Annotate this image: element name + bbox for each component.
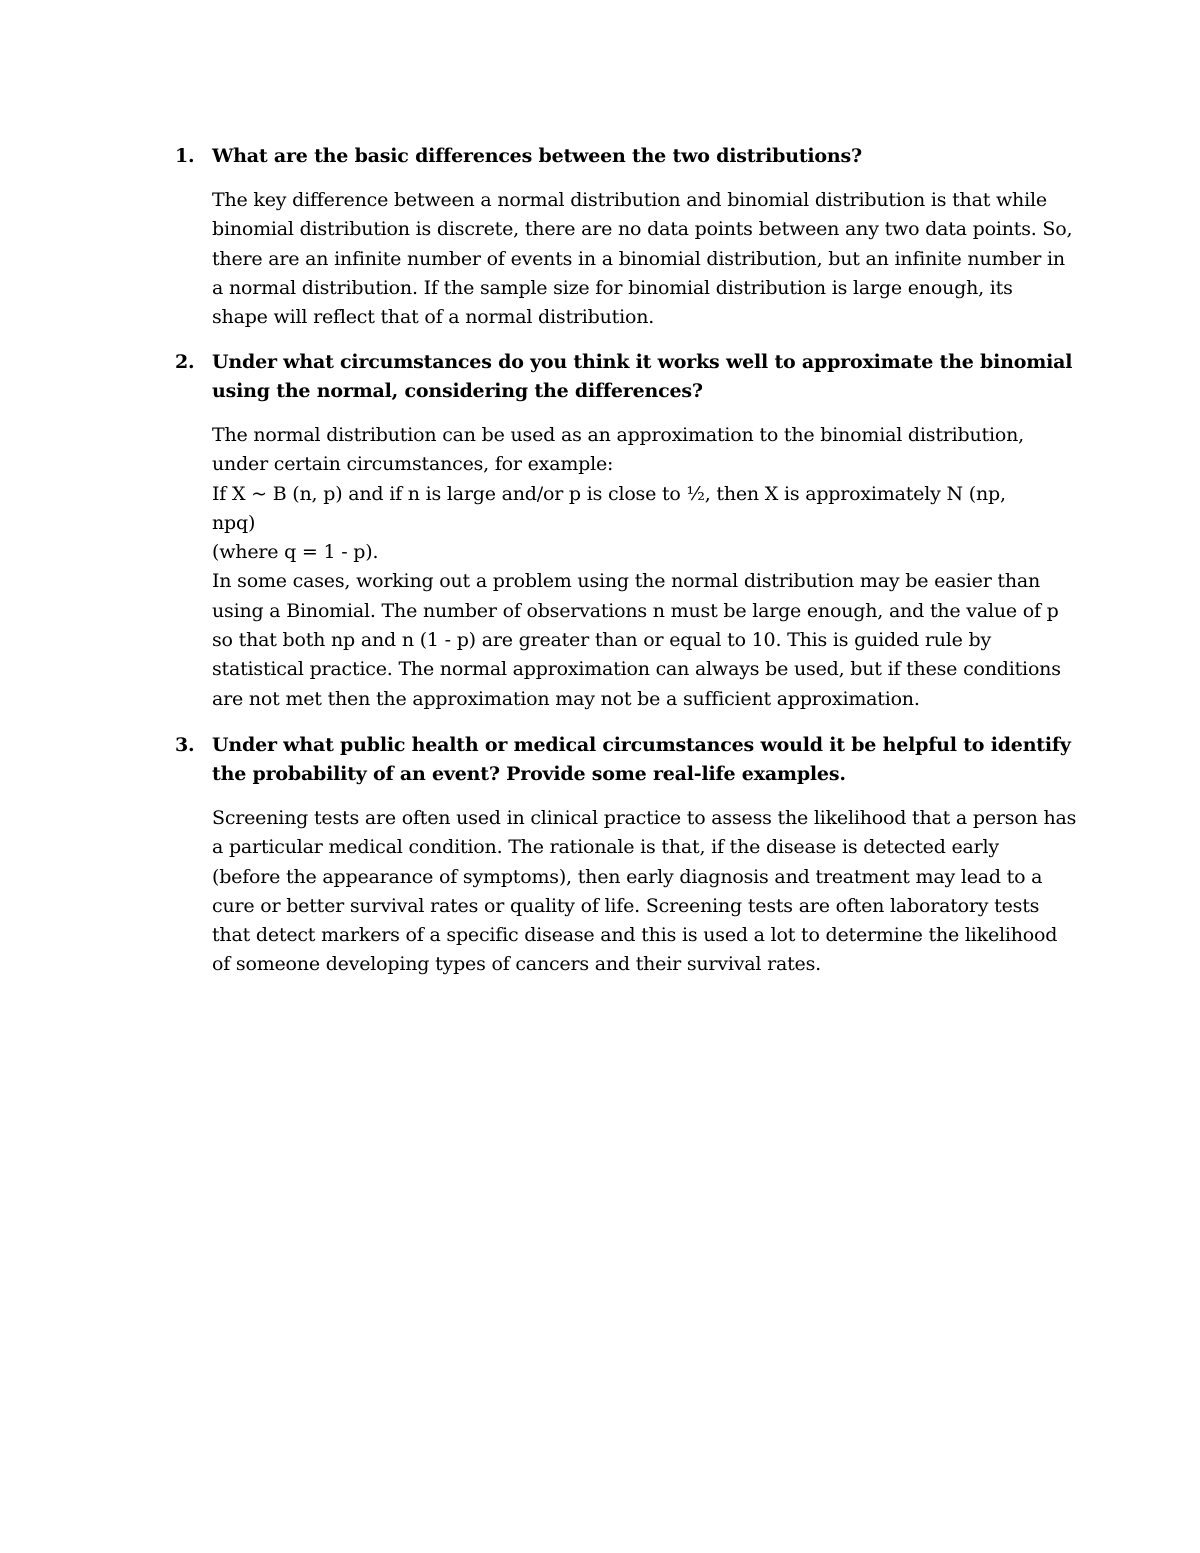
answer-line: Screening tests are often used in clinical practice to assess the likelihood that a person has xyxy=(212,807,1077,829)
answer-line: In some cases, working out a problem using the normal distribution may be easier than xyxy=(212,570,1041,593)
question-block-3 xyxy=(175,731,1075,980)
answer-line: The key difference between a normal distribution and binomial distribution is that while xyxy=(212,189,1047,211)
question-line: the probability of an event? Provide some real-life examples. xyxy=(212,763,846,785)
question-text: What are the basic differences between the two distributions? xyxy=(212,145,862,167)
question-line: Under what public health or medical circumstances would it be helpful to identify xyxy=(212,734,1071,756)
question-number: 3. xyxy=(175,734,195,756)
question-heading-3 xyxy=(175,731,1075,789)
answer-paragraph-1 xyxy=(212,186,1075,332)
question-number: 1. xyxy=(175,145,195,167)
answer-paragraph-3 xyxy=(212,804,1075,980)
answer-line: a normal distribution. If the sample size for binomial distribution is large enough, its xyxy=(212,276,1013,299)
answer-line: using a Binomial. The number of observations n must be large enough, and the value of p xyxy=(212,599,1059,622)
question-heading-1 xyxy=(175,142,1075,171)
answer-paragraph-2 xyxy=(212,421,1075,714)
question-text xyxy=(212,731,1075,789)
answer-line: binomial distribution is discrete, there are no data points between any two data points. So, xyxy=(212,218,1073,241)
answer-line: The normal distribution can be used as an approximation to the binomial distribution, xyxy=(212,424,1024,446)
question-number: 2. xyxy=(175,351,195,373)
answer-line: there are an infinite number of events in a binomial distribution, but an infinite number in xyxy=(212,247,1065,270)
answer-line: cure or better survival rates or quality of life. Screening tests are often laboratory tests xyxy=(212,894,1040,917)
question-block-1 xyxy=(175,142,1075,332)
answer-line: If X ~ B (n, p) and if n is large and/or p is close to ½, then X is approximately N (np, xyxy=(212,482,1006,505)
answer-line: (before the appearance of symptoms), then early diagnosis and treatment may lead to a xyxy=(212,865,1043,888)
answer-line: of someone developing types of cancers and their survival rates. xyxy=(212,953,821,976)
question-heading-2 xyxy=(175,348,1075,406)
answer-line: statistical practice. The normal approximation can always be used, but if these conditions xyxy=(212,658,1061,681)
answer-line: npq) xyxy=(212,511,256,534)
question-line: Under what circumstances do you think it works well to approximate the binomial xyxy=(212,351,1073,373)
answer-line: shape will reflect that of a normal distribution. xyxy=(212,306,655,329)
answer-line: that detect markers of a specific disease and this is used a lot to determine the likelihood xyxy=(212,924,1058,947)
answer-line: under certain circumstances, for example: xyxy=(212,453,614,476)
question-text xyxy=(212,348,1075,406)
question-block-2 xyxy=(175,348,1075,714)
answer-line: are not met then the approximation may not be a sufficient approximation. xyxy=(212,687,920,710)
answer-line: so that both np and n (1 - p) are greater than or equal to 10. This is guided rule by xyxy=(212,629,992,652)
question-line: using the normal, considering the differences? xyxy=(212,380,703,402)
answer-line: (where q = 1 - p). xyxy=(212,541,379,564)
answer-line: a particular medical condition. The rationale is that, if the disease is detected early xyxy=(212,836,999,859)
